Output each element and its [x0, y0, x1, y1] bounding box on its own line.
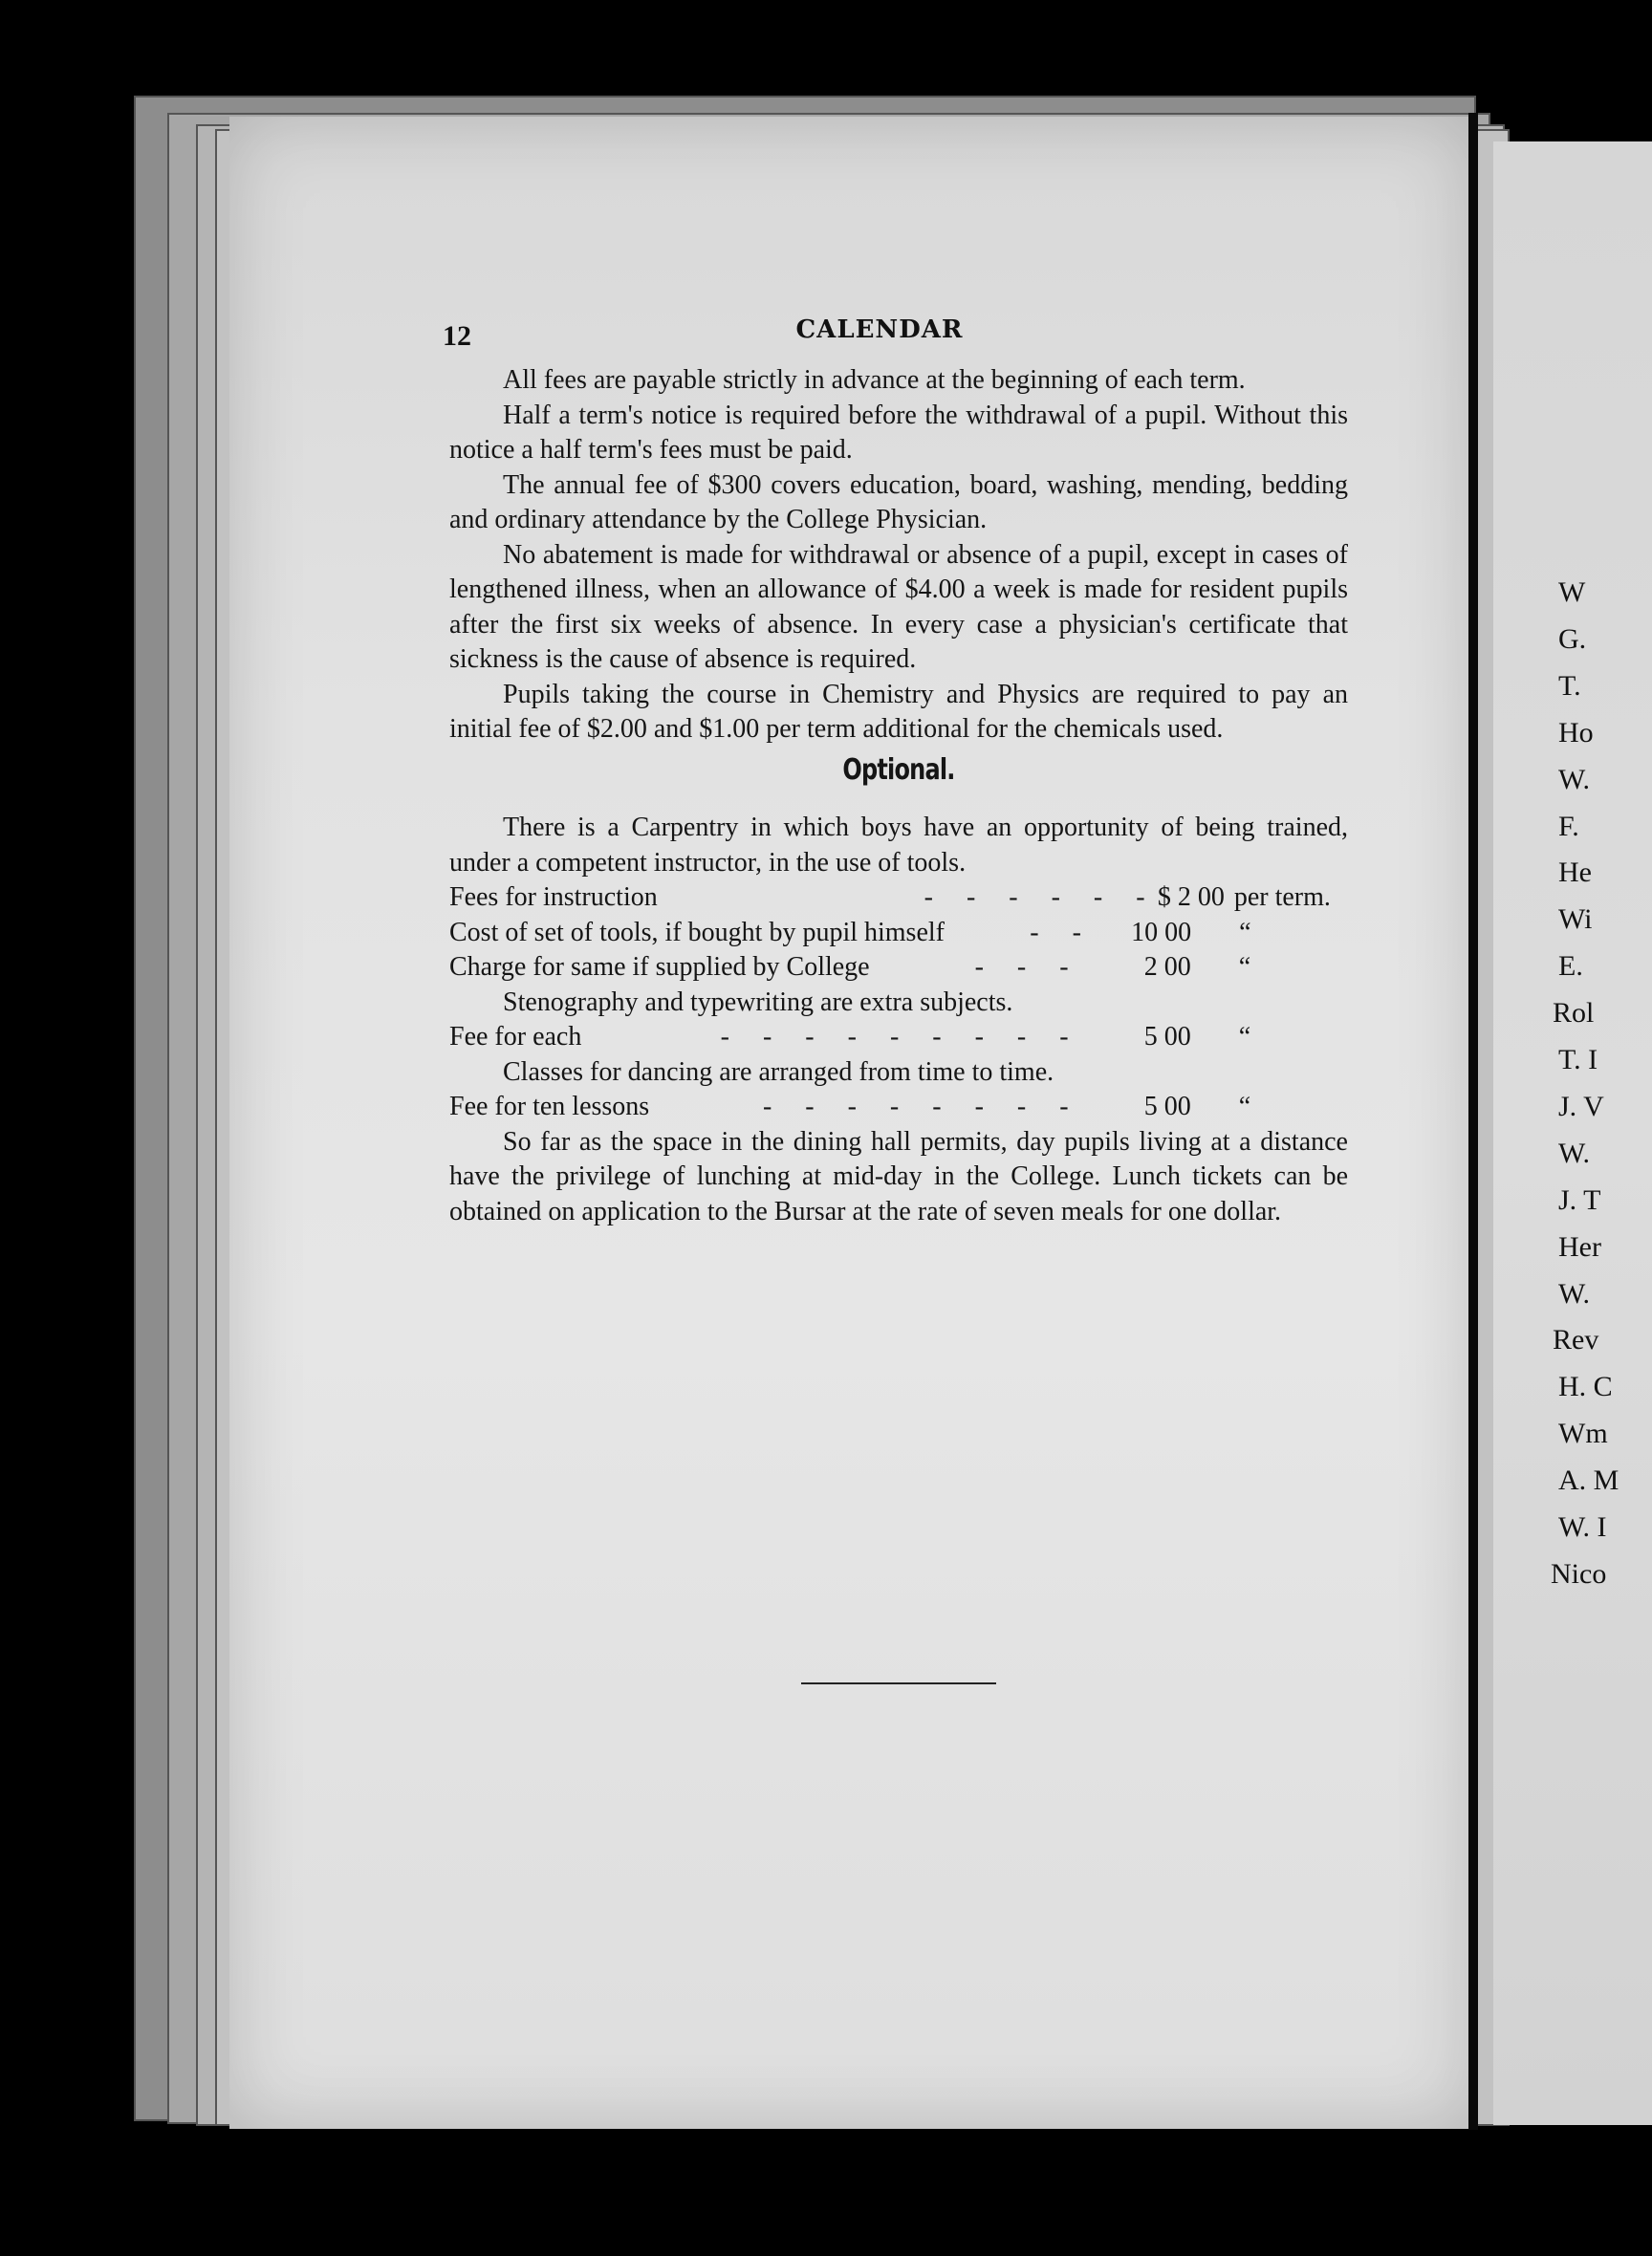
facing-page-line: Ho: [1558, 716, 1594, 748]
fee-unit: “: [1238, 952, 1251, 982]
fee-label: Charge for same if supplied by College: [449, 952, 870, 982]
book-spine: [1468, 113, 1478, 2130]
facing-page-line: J. T: [1558, 1183, 1601, 1216]
facing-page-line: Nico: [1551, 1557, 1607, 1590]
fee-label: Fee for ten lessons: [449, 1092, 650, 1121]
facing-page-line: Wi: [1558, 903, 1593, 936]
fee-leader: - -: [1030, 917, 1095, 947]
fee-amount: 5 00: [1143, 1022, 1191, 1052]
paragraph-carpentry: There is a Carpentry in which boys have an opportunity of being trained, under a competent instructor, in the use of tools.: [449, 813, 1348, 878]
fee-unit: per term.: [1233, 882, 1331, 912]
paragraph-abatement: No abatement is made for withdrawal or absence of a pupil, except in cases of lengthened illness, when an allowance of $4.00 a week is made for resident pupils after the first six weeks of absence. In every case a physician's certificate that sickness is the cause of absence is required.: [449, 539, 1348, 674]
facing-page-line: Rol: [1553, 997, 1595, 1030]
facing-page-line: H. C: [1558, 1371, 1613, 1403]
paragraph-chemistry-fee: Pupils taking the course in Chemistry and Physics are required to pay an initial fee of $2.00 and $1.00 per term additional for the chemicals used.: [449, 679, 1348, 744]
fee-amount: 5 00: [1143, 1092, 1191, 1121]
fee-leader: - - - - - -: [924, 882, 1159, 912]
facing-page-line: G.: [1558, 622, 1587, 655]
facing-page-line: A. M: [1558, 1464, 1619, 1497]
facing-page-line: E.: [1558, 950, 1583, 983]
body-text: [449, 363, 1348, 1229]
fee-row: [449, 1020, 1348, 1055]
facing-page-line: Rev: [1553, 1324, 1599, 1356]
fee-row: [449, 950, 1348, 986]
fee-row: [449, 880, 1348, 916]
fee-row: [449, 1090, 1348, 1125]
fee-leader: - - -: [974, 952, 1082, 982]
facing-page-line: W.: [1558, 1137, 1591, 1169]
paragraph-stenography: Stenography and typewriting are extra subjects.: [503, 987, 1013, 1017]
facing-page-line: W: [1558, 576, 1586, 608]
fee-unit: “: [1239, 917, 1251, 947]
fee-amount: 10 00: [1131, 917, 1192, 947]
paragraph-withdrawal-notice: Half a term's notice is required before the withdrawal of a pupil. Without this notice a half term's fees must be paid.: [449, 400, 1348, 465]
fee-unit: “: [1238, 1092, 1251, 1121]
end-rule: [801, 1682, 996, 1684]
fee-label: Fee for each: [449, 1022, 582, 1052]
fee-leader: - - - - - - - - -: [720, 1022, 1082, 1052]
paragraph-annual-fee: The annual fee of $300 covers education, board, washing, mending, bedding and ordinary attendance by the College Physician.: [449, 469, 1348, 534]
facing-page-line: F.: [1558, 810, 1579, 842]
facing-page-line: Her: [1558, 1230, 1601, 1263]
fee-row: [449, 916, 1348, 951]
facing-page-line: He: [1558, 857, 1592, 889]
fee-label: Cost of set of tools, if bought by pupil himself: [449, 917, 945, 947]
fee-unit: “: [1238, 1022, 1251, 1052]
facing-page-line: T.: [1558, 669, 1581, 702]
facing-page-line: T. I: [1558, 1044, 1598, 1075]
facing-page-line: W.: [1558, 763, 1591, 795]
page-number: 12: [443, 320, 471, 352]
facing-page-line: Wm: [1558, 1418, 1608, 1450]
facing-page-line: W. I: [1558, 1511, 1607, 1543]
fee-amount: 2 00: [1143, 952, 1191, 982]
facing-page-line: J. V: [1558, 1090, 1604, 1122]
paragraph-fees-advance: All fees are payable strictly in advance at the beginning of each term.: [503, 365, 1246, 395]
fee-amount: $ 2 00: [1157, 882, 1225, 912]
fee-leader: - - - - - - - -: [762, 1092, 1082, 1121]
paragraph-lunch: So far as the space in the dining hall permits, day pupils living at a distance have the privilege of lunching at mid-day in the College. Lunch tickets can be obtained on application to the Bursar at the rate of seven meals for one dollar.: [449, 1126, 1348, 1226]
fee-label: Fees for instruction: [449, 882, 658, 912]
optional-heading: Optional.: [842, 752, 955, 787]
running-head-text: CALENDAR: [795, 315, 964, 344]
facing-page-line: W.: [1558, 1277, 1591, 1310]
facing-page: [1493, 141, 1652, 2125]
paragraph-dancing: Classes for dancing are arranged from time to time.: [503, 1056, 1054, 1087]
